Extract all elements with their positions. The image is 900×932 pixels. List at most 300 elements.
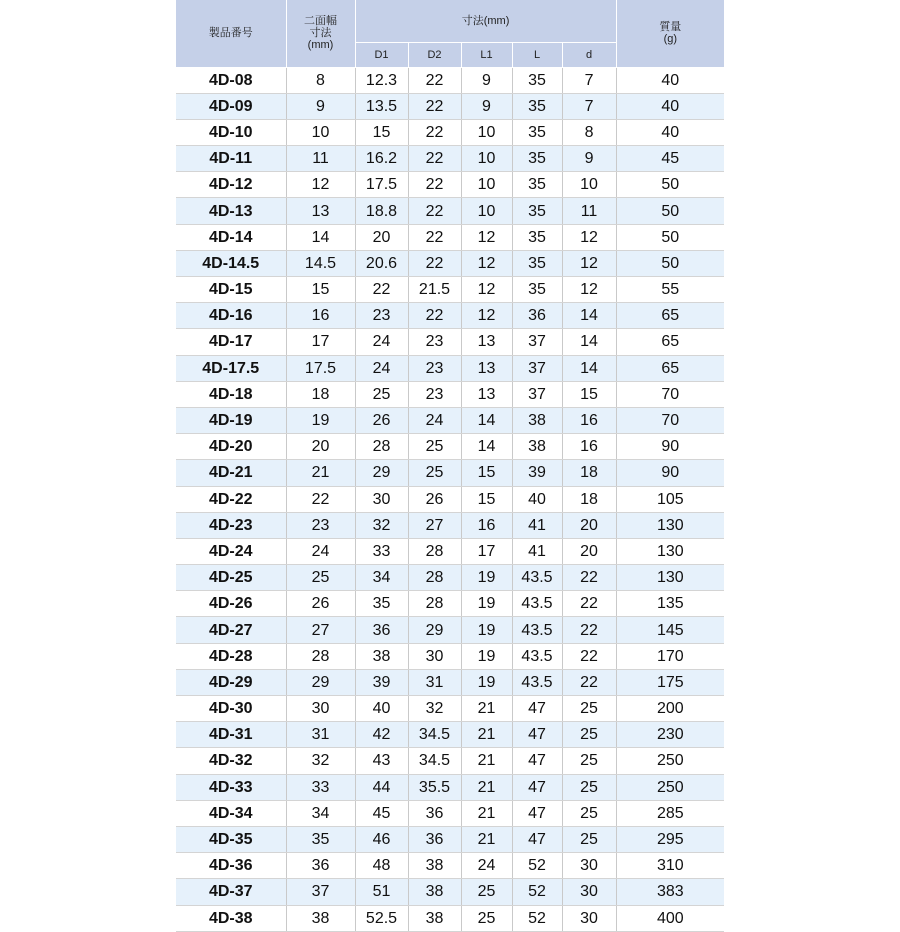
l-cell: 38: [512, 434, 562, 460]
l1-cell: 24: [461, 853, 512, 879]
d2-cell: 24: [408, 407, 461, 433]
d1-cell: 20.6: [355, 250, 408, 276]
product-no-cell: 4D-18: [176, 381, 286, 407]
d1-cell: 15: [355, 119, 408, 145]
weight-cell: 45: [616, 146, 724, 172]
table-row: [176, 486, 724, 512]
table-row: [176, 434, 724, 460]
width-cell: 18: [286, 381, 355, 407]
d1-cell: 52.5: [355, 905, 408, 931]
d-cell: 14: [562, 329, 616, 355]
width-cell: 24: [286, 538, 355, 564]
header-l1: L1: [461, 42, 512, 67]
l-cell: 47: [512, 774, 562, 800]
d1-cell: 48: [355, 853, 408, 879]
d1-cell: 44: [355, 774, 408, 800]
l1-cell: 19: [461, 617, 512, 643]
d1-cell: 36: [355, 617, 408, 643]
width-cell: 28: [286, 643, 355, 669]
d2-cell: 22: [408, 250, 461, 276]
l-cell: 35: [512, 250, 562, 276]
d-cell: 25: [562, 826, 616, 852]
weight-cell: 400: [616, 905, 724, 931]
table-row: [176, 460, 724, 486]
l1-cell: 12: [461, 224, 512, 250]
d1-cell: 28: [355, 434, 408, 460]
d-cell: 12: [562, 277, 616, 303]
width-cell: 37: [286, 879, 355, 905]
width-cell: 8: [286, 67, 355, 93]
d2-cell: 22: [408, 224, 461, 250]
table-row: [176, 172, 724, 198]
product-no-cell: 4D-15: [176, 277, 286, 303]
d1-cell: 26: [355, 407, 408, 433]
weight-cell: 40: [616, 119, 724, 145]
l-cell: 47: [512, 826, 562, 852]
d1-cell: 20: [355, 224, 408, 250]
l-cell: 43.5: [512, 643, 562, 669]
d1-cell: 12.3: [355, 67, 408, 93]
width-cell: 21: [286, 460, 355, 486]
d1-cell: 33: [355, 538, 408, 564]
d1-cell: 38: [355, 643, 408, 669]
d1-cell: 45: [355, 800, 408, 826]
width-cell: 36: [286, 853, 355, 879]
d-cell: 20: [562, 512, 616, 538]
l1-cell: 17: [461, 538, 512, 564]
l-cell: 35: [512, 119, 562, 145]
weight-cell: 295: [616, 826, 724, 852]
table-row: [176, 853, 724, 879]
table-row: [176, 329, 724, 355]
product-no-cell: 4D-11: [176, 146, 286, 172]
l-cell: 40: [512, 486, 562, 512]
l1-cell: 9: [461, 67, 512, 93]
width-cell: 23: [286, 512, 355, 538]
header-d1: D1: [355, 42, 408, 67]
l1-cell: 19: [461, 565, 512, 591]
l-cell: 39: [512, 460, 562, 486]
d1-cell: 25: [355, 381, 408, 407]
d1-cell: 16.2: [355, 146, 408, 172]
width-cell: 14.5: [286, 250, 355, 276]
l-cell: 52: [512, 905, 562, 931]
l1-cell: 10: [461, 198, 512, 224]
d-cell: 22: [562, 643, 616, 669]
d2-cell: 28: [408, 591, 461, 617]
d-cell: 16: [562, 434, 616, 460]
d-cell: 25: [562, 800, 616, 826]
width-cell: 33: [286, 774, 355, 800]
d2-cell: 36: [408, 826, 461, 852]
weight-cell: 170: [616, 643, 724, 669]
l1-cell: 25: [461, 905, 512, 931]
d1-cell: 35: [355, 591, 408, 617]
table-row: [176, 198, 724, 224]
l-cell: 37: [512, 381, 562, 407]
weight-cell: 65: [616, 303, 724, 329]
width-cell: 30: [286, 696, 355, 722]
d1-cell: 23: [355, 303, 408, 329]
d2-cell: 25: [408, 460, 461, 486]
product-no-cell: 4D-32: [176, 748, 286, 774]
d2-cell: 26: [408, 486, 461, 512]
width-cell: 38: [286, 905, 355, 931]
d2-cell: 29: [408, 617, 461, 643]
l1-cell: 10: [461, 146, 512, 172]
product-no-cell: 4D-19: [176, 407, 286, 433]
weight-cell: 90: [616, 460, 724, 486]
width-cell: 16: [286, 303, 355, 329]
l-cell: 35: [512, 198, 562, 224]
d2-cell: 22: [408, 303, 461, 329]
l1-cell: 10: [461, 172, 512, 198]
weight-cell: 70: [616, 381, 724, 407]
header-product-no: 製品番号: [176, 0, 286, 67]
width-cell: 9: [286, 93, 355, 119]
width-cell: 17: [286, 329, 355, 355]
d2-cell: 35.5: [408, 774, 461, 800]
width-cell: 17.5: [286, 355, 355, 381]
l1-cell: 14: [461, 407, 512, 433]
l1-cell: 21: [461, 722, 512, 748]
d-cell: 15: [562, 381, 616, 407]
weight-cell: 50: [616, 198, 724, 224]
d2-cell: 22: [408, 172, 461, 198]
d-cell: 22: [562, 669, 616, 695]
table-row: [176, 800, 724, 826]
weight-cell: 130: [616, 565, 724, 591]
width-cell: 25: [286, 565, 355, 591]
l-cell: 35: [512, 67, 562, 93]
d2-cell: 28: [408, 538, 461, 564]
l-cell: 37: [512, 329, 562, 355]
weight-cell: 383: [616, 879, 724, 905]
d-cell: 18: [562, 460, 616, 486]
width-cell: 31: [286, 722, 355, 748]
d1-cell: 42: [355, 722, 408, 748]
d-cell: 22: [562, 565, 616, 591]
d1-cell: 17.5: [355, 172, 408, 198]
d-cell: 12: [562, 224, 616, 250]
product-no-cell: 4D-17.5: [176, 355, 286, 381]
weight-cell: 175: [616, 669, 724, 695]
table-row: [176, 879, 724, 905]
width-cell: 19: [286, 407, 355, 433]
width-cell: 14: [286, 224, 355, 250]
l-cell: 47: [512, 696, 562, 722]
d-cell: 30: [562, 905, 616, 931]
product-no-cell: 4D-14.5: [176, 250, 286, 276]
width-cell: 32: [286, 748, 355, 774]
product-no-cell: 4D-13: [176, 198, 286, 224]
table-row: [176, 277, 724, 303]
spec-table: [176, 0, 724, 932]
l-cell: 52: [512, 879, 562, 905]
d-cell: 22: [562, 617, 616, 643]
l-cell: 43.5: [512, 669, 562, 695]
d-cell: 7: [562, 93, 616, 119]
l1-cell: 21: [461, 748, 512, 774]
d2-cell: 34.5: [408, 748, 461, 774]
d-cell: 12: [562, 250, 616, 276]
l-cell: 41: [512, 538, 562, 564]
weight-cell: 65: [616, 329, 724, 355]
width-cell: 34: [286, 800, 355, 826]
width-cell: 27: [286, 617, 355, 643]
d2-cell: 21.5: [408, 277, 461, 303]
l1-cell: 21: [461, 696, 512, 722]
d-cell: 25: [562, 774, 616, 800]
l1-cell: 19: [461, 643, 512, 669]
l-cell: 47: [512, 748, 562, 774]
table-row: [176, 381, 724, 407]
weight-cell: 50: [616, 250, 724, 276]
d-cell: 8: [562, 119, 616, 145]
weight-cell: 250: [616, 774, 724, 800]
l-cell: 37: [512, 355, 562, 381]
product-no-cell: 4D-24: [176, 538, 286, 564]
l1-cell: 21: [461, 774, 512, 800]
header-d: d: [562, 42, 616, 67]
weight-cell: 230: [616, 722, 724, 748]
width-cell: 11: [286, 146, 355, 172]
width-cell: 12: [286, 172, 355, 198]
d2-cell: 30: [408, 643, 461, 669]
product-no-cell: 4D-27: [176, 617, 286, 643]
width-cell: 20: [286, 434, 355, 460]
header-l: L: [512, 42, 562, 67]
l1-cell: 16: [461, 512, 512, 538]
spec-table-body: [176, 67, 724, 931]
d1-cell: 24: [355, 329, 408, 355]
product-no-cell: 4D-10: [176, 119, 286, 145]
d1-cell: 39: [355, 669, 408, 695]
l1-cell: 13: [461, 381, 512, 407]
d-cell: 16: [562, 407, 616, 433]
l1-cell: 21: [461, 800, 512, 826]
l1-cell: 15: [461, 486, 512, 512]
product-no-cell: 4D-17: [176, 329, 286, 355]
l-cell: 47: [512, 722, 562, 748]
d2-cell: 23: [408, 355, 461, 381]
weight-cell: 135: [616, 591, 724, 617]
d2-cell: 36: [408, 800, 461, 826]
product-no-cell: 4D-14: [176, 224, 286, 250]
d2-cell: 28: [408, 565, 461, 591]
d1-cell: 40: [355, 696, 408, 722]
header-weight: 質量 (g): [616, 0, 724, 67]
table-row: [176, 512, 724, 538]
l-cell: 43.5: [512, 617, 562, 643]
table-row: [176, 146, 724, 172]
table-row: [176, 591, 724, 617]
l1-cell: 12: [461, 303, 512, 329]
d1-cell: 32: [355, 512, 408, 538]
l1-cell: 12: [461, 250, 512, 276]
d2-cell: 22: [408, 119, 461, 145]
table-row: [176, 696, 724, 722]
product-no-cell: 4D-33: [176, 774, 286, 800]
d2-cell: 23: [408, 381, 461, 407]
table-row: [176, 643, 724, 669]
width-cell: 26: [286, 591, 355, 617]
width-cell: 29: [286, 669, 355, 695]
product-no-cell: 4D-38: [176, 905, 286, 931]
l-cell: 36: [512, 303, 562, 329]
weight-cell: 55: [616, 277, 724, 303]
d2-cell: 23: [408, 329, 461, 355]
table-row: [176, 774, 724, 800]
l1-cell: 12: [461, 277, 512, 303]
d2-cell: 22: [408, 93, 461, 119]
d2-cell: 38: [408, 879, 461, 905]
table-row: [176, 538, 724, 564]
product-no-cell: 4D-30: [176, 696, 286, 722]
width-cell: 22: [286, 486, 355, 512]
l1-cell: 13: [461, 329, 512, 355]
d1-cell: 24: [355, 355, 408, 381]
d-cell: 7: [562, 67, 616, 93]
d1-cell: 18.8: [355, 198, 408, 224]
product-no-cell: 4D-26: [176, 591, 286, 617]
weight-cell: 130: [616, 538, 724, 564]
header-d2: D2: [408, 42, 461, 67]
d-cell: 18: [562, 486, 616, 512]
d1-cell: 34: [355, 565, 408, 591]
product-no-cell: 4D-35: [176, 826, 286, 852]
product-no-cell: 4D-20: [176, 434, 286, 460]
l-cell: 35: [512, 172, 562, 198]
product-no-cell: 4D-21: [176, 460, 286, 486]
d1-cell: 13.5: [355, 93, 408, 119]
table-row: [176, 119, 724, 145]
header-width: 二面幅 寸法 (mm): [286, 0, 355, 67]
header-dimensions: 寸法(mm): [355, 0, 616, 42]
l1-cell: 21: [461, 826, 512, 852]
product-no-cell: 4D-34: [176, 800, 286, 826]
d-cell: 9: [562, 146, 616, 172]
l-cell: 47: [512, 800, 562, 826]
d-cell: 25: [562, 722, 616, 748]
d2-cell: 38: [408, 853, 461, 879]
table-row: [176, 407, 724, 433]
weight-cell: 40: [616, 93, 724, 119]
product-no-cell: 4D-29: [176, 669, 286, 695]
d2-cell: 31: [408, 669, 461, 695]
weight-cell: 130: [616, 512, 724, 538]
table-row: [176, 67, 724, 93]
table-row: [176, 303, 724, 329]
l-cell: 35: [512, 277, 562, 303]
product-no-cell: 4D-37: [176, 879, 286, 905]
d-cell: 25: [562, 748, 616, 774]
l-cell: 43.5: [512, 591, 562, 617]
table-row: [176, 826, 724, 852]
d2-cell: 22: [408, 146, 461, 172]
product-no-cell: 4D-08: [176, 67, 286, 93]
table-row: [176, 905, 724, 931]
d-cell: 22: [562, 591, 616, 617]
d1-cell: 29: [355, 460, 408, 486]
weight-cell: 70: [616, 407, 724, 433]
l-cell: 43.5: [512, 565, 562, 591]
weight-cell: 310: [616, 853, 724, 879]
l1-cell: 19: [461, 591, 512, 617]
table-row: [176, 617, 724, 643]
d1-cell: 46: [355, 826, 408, 852]
product-no-cell: 4D-31: [176, 722, 286, 748]
product-no-cell: 4D-09: [176, 93, 286, 119]
d1-cell: 30: [355, 486, 408, 512]
table-row: [176, 748, 724, 774]
d1-cell: 51: [355, 879, 408, 905]
product-no-cell: 4D-12: [176, 172, 286, 198]
d-cell: 11: [562, 198, 616, 224]
width-cell: 10: [286, 119, 355, 145]
weight-cell: 250: [616, 748, 724, 774]
d2-cell: 22: [408, 67, 461, 93]
product-no-cell: 4D-23: [176, 512, 286, 538]
d-cell: 14: [562, 303, 616, 329]
weight-cell: 40: [616, 67, 724, 93]
table-row: [176, 565, 724, 591]
weight-cell: 90: [616, 434, 724, 460]
d-cell: 14: [562, 355, 616, 381]
l1-cell: 10: [461, 119, 512, 145]
l1-cell: 15: [461, 460, 512, 486]
d1-cell: 43: [355, 748, 408, 774]
d-cell: 20: [562, 538, 616, 564]
table-row: [176, 93, 724, 119]
width-cell: 13: [286, 198, 355, 224]
product-no-cell: 4D-28: [176, 643, 286, 669]
table-row: [176, 224, 724, 250]
d-cell: 30: [562, 853, 616, 879]
width-cell: 35: [286, 826, 355, 852]
l1-cell: 19: [461, 669, 512, 695]
d-cell: 30: [562, 879, 616, 905]
d2-cell: 22: [408, 198, 461, 224]
l-cell: 35: [512, 93, 562, 119]
d2-cell: 25: [408, 434, 461, 460]
table-row: [176, 722, 724, 748]
weight-cell: 50: [616, 224, 724, 250]
product-no-cell: 4D-22: [176, 486, 286, 512]
d2-cell: 38: [408, 905, 461, 931]
weight-cell: 200: [616, 696, 724, 722]
d-cell: 10: [562, 172, 616, 198]
weight-cell: 50: [616, 172, 724, 198]
d2-cell: 34.5: [408, 722, 461, 748]
table-row: [176, 355, 724, 381]
width-cell: 15: [286, 277, 355, 303]
d1-cell: 22: [355, 277, 408, 303]
l1-cell: 13: [461, 355, 512, 381]
weight-cell: 145: [616, 617, 724, 643]
l-cell: 52: [512, 853, 562, 879]
l1-cell: 9: [461, 93, 512, 119]
d-cell: 25: [562, 696, 616, 722]
l1-cell: 14: [461, 434, 512, 460]
l-cell: 41: [512, 512, 562, 538]
d2-cell: 32: [408, 696, 461, 722]
weight-cell: 285: [616, 800, 724, 826]
product-no-cell: 4D-16: [176, 303, 286, 329]
product-no-cell: 4D-36: [176, 853, 286, 879]
d2-cell: 27: [408, 512, 461, 538]
l-cell: 35: [512, 224, 562, 250]
